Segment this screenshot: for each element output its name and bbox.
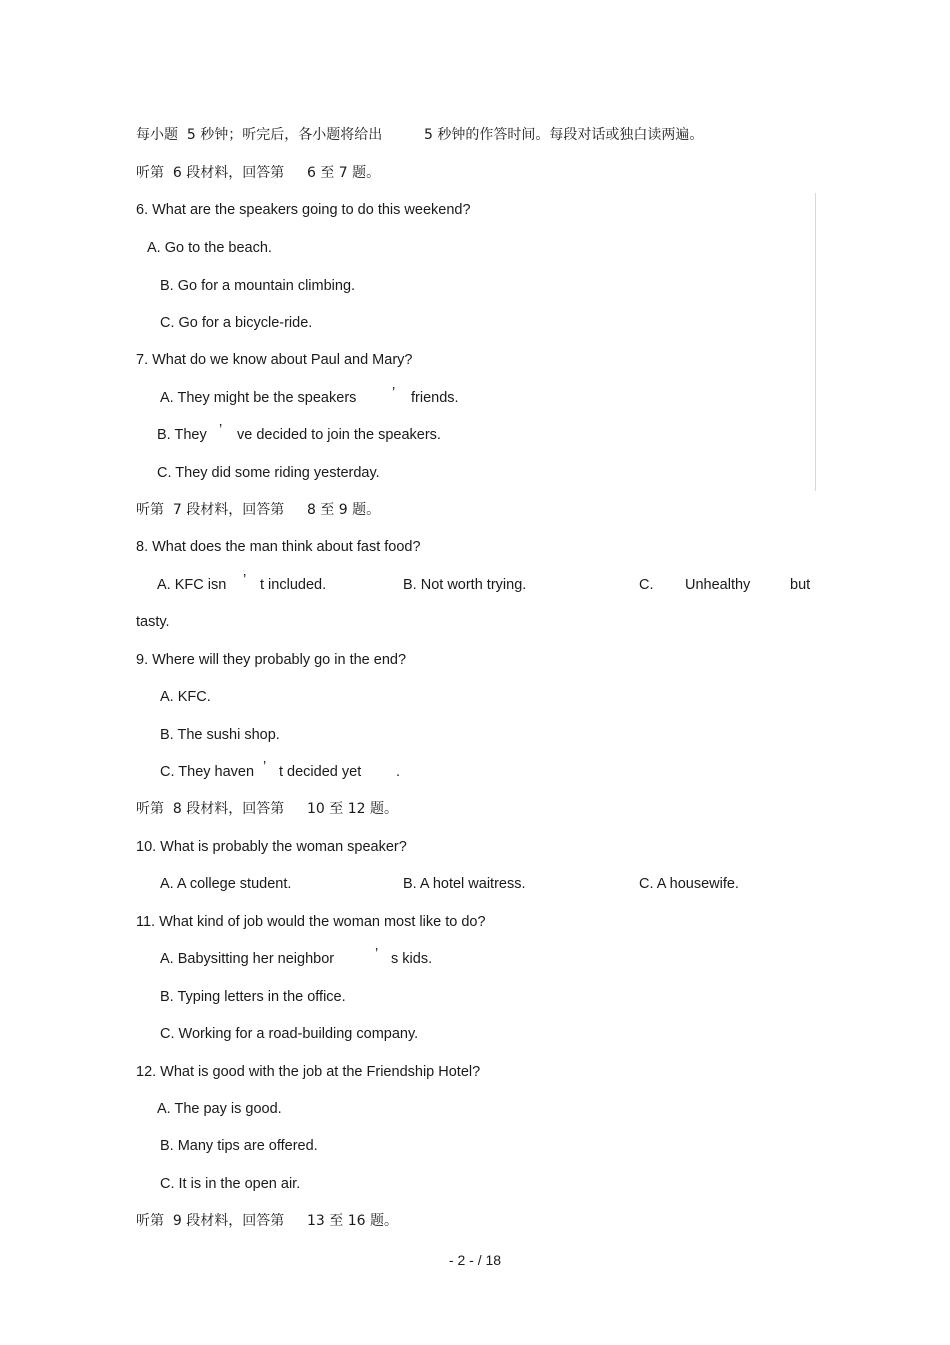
q8-option-c-letter: C. bbox=[639, 577, 654, 593]
q8-option-c-word1: Unhealthy bbox=[685, 577, 751, 593]
q8-option-c-word2: but bbox=[790, 577, 811, 593]
section-heading-6: 听第 6 段材料，回答第 bbox=[136, 165, 285, 181]
q6-option-c: C. Go for a bicycle-ride. bbox=[160, 315, 313, 331]
section-heading-8-range: 10 至 12 题。 bbox=[307, 801, 398, 817]
q12-option-b: B. Many tips are offered. bbox=[160, 1138, 318, 1154]
section-heading-9-range: 13 至 16 题。 bbox=[307, 1213, 398, 1229]
question-8: 8. What does the man think about fast food? bbox=[136, 539, 421, 555]
question-11: 11. What kind of job would the woman most like to do? bbox=[136, 914, 486, 930]
q7-option-c: C. They did some riding yesterday. bbox=[157, 465, 380, 481]
q11-option-c: C. Working for a road-building company. bbox=[160, 1026, 419, 1042]
section-heading-7: 听第 7 段材料，回答第 bbox=[136, 502, 285, 518]
q7-option-b: B. They bbox=[157, 427, 207, 443]
section-heading-6-range: 6 至 7 题。 bbox=[307, 165, 381, 181]
section-heading-9: 听第 9 段材料，回答第 bbox=[136, 1213, 285, 1229]
q9-option-a: A. KFC. bbox=[160, 689, 211, 705]
vertical-rule bbox=[815, 193, 816, 491]
q6-option-b: B. Go for a mountain climbing. bbox=[160, 278, 356, 294]
q11-option-b: B. Typing letters in the office. bbox=[160, 989, 346, 1005]
question-7: 7. What do we know about Paul and Mary? bbox=[136, 352, 413, 368]
q6-option-a: A. Go to the beach. bbox=[147, 240, 272, 256]
q10-option-b: B. A hotel waitress. bbox=[403, 876, 526, 892]
section-heading-8: 听第 8 段材料，回答第 bbox=[136, 801, 285, 817]
intro-text-1: 每小题 5 秒钟；听完后，各小题将给出 bbox=[136, 127, 383, 143]
section-heading-7-range: 8 至 9 题。 bbox=[307, 502, 381, 518]
q7-option-a-apostrophe: ’ bbox=[392, 385, 396, 401]
q9-option-c: C. They haven bbox=[160, 764, 255, 780]
q7-option-b-apostrophe: ’ bbox=[219, 422, 223, 438]
intro-text-2: 5 秒钟的作答时间。每段对话或独白读两遍。 bbox=[424, 127, 704, 143]
q8-option-a-apostrophe: ’ bbox=[243, 572, 247, 588]
question-10: 10. What is probably the woman speaker? bbox=[136, 839, 407, 855]
q7-option-a: A. They might be the speakers bbox=[160, 390, 357, 406]
q8-option-a-end: t included. bbox=[260, 577, 327, 593]
q11-option-a-apostrophe: ’ bbox=[375, 946, 379, 962]
question-12: 12. What is good with the job at the Friendship Hotel? bbox=[136, 1064, 481, 1080]
q7-option-b-end: ve decided to join the speakers. bbox=[237, 427, 441, 443]
page-number: - 2 - / 18 bbox=[448, 1252, 502, 1268]
q8-option-c-word3: tasty. bbox=[136, 614, 170, 630]
q7-option-a-end: friends. bbox=[411, 390, 459, 406]
q9-option-c-apostrophe: ’ bbox=[263, 759, 267, 775]
q8-option-a: A. KFC isn bbox=[157, 577, 227, 593]
q11-option-a-end: s kids. bbox=[391, 951, 433, 967]
q10-option-c: C. A housewife. bbox=[639, 876, 739, 892]
question-9: 9. Where will they probably go in the end? bbox=[136, 652, 407, 668]
q10-option-a: A. A college student. bbox=[160, 876, 292, 892]
q9-option-c-mid: t decided yet bbox=[279, 764, 362, 780]
q9-option-b: B. The sushi shop. bbox=[160, 727, 280, 743]
q9-option-c-end: . bbox=[396, 764, 401, 780]
q12-option-a: A. The pay is good. bbox=[157, 1101, 282, 1117]
q8-option-b: B. Not worth trying. bbox=[403, 577, 527, 593]
q11-option-a: A. Babysitting her neighbor bbox=[160, 951, 335, 967]
q12-option-c: C. It is in the open air. bbox=[160, 1176, 301, 1192]
question-6: 6. What are the speakers going to do this weekend? bbox=[136, 202, 471, 218]
